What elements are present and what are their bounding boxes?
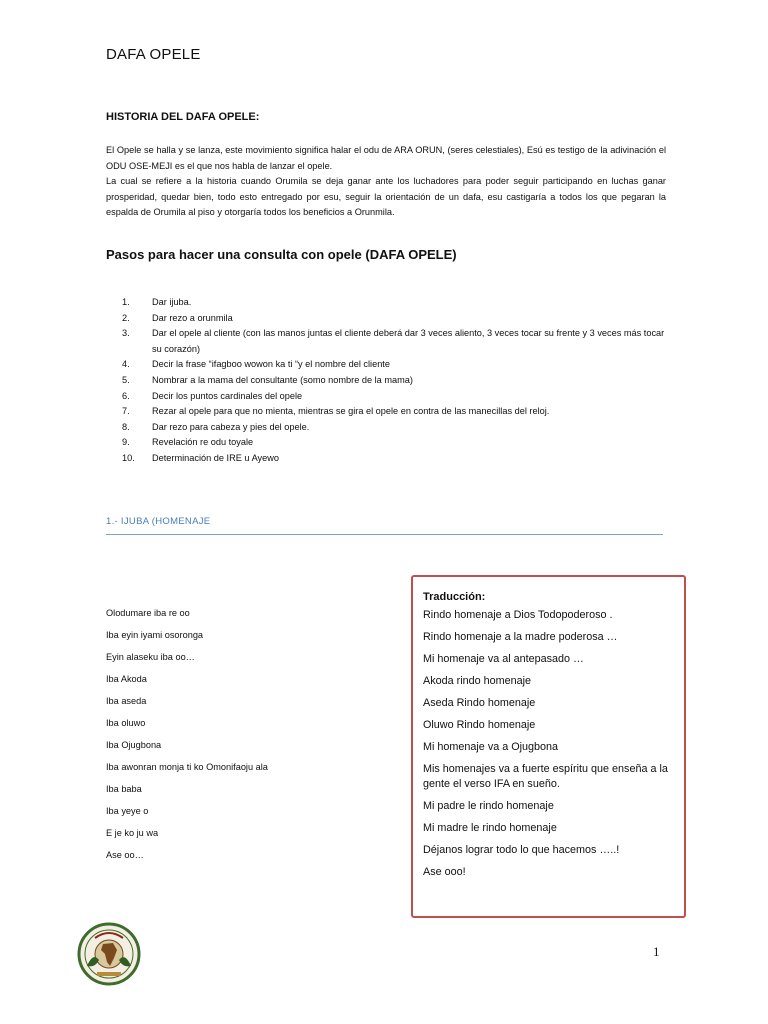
step-number: 2. [122,312,130,323]
list-item [106,451,666,467]
heading-divider [106,534,663,535]
history-text [106,143,666,221]
step-number: 9. [122,437,130,448]
step-number: 8. [122,421,130,432]
chant-line: Iba baba [106,784,142,794]
organization-seal-icon [77,922,141,986]
history-heading: HISTORIA DEL DAFA OPELE: [106,111,260,123]
step-number: 7. [122,406,130,417]
translation-title: Traducción: [423,591,486,603]
chant-line: Ase oo… [106,850,144,860]
page-number: 1 [653,944,660,959]
list-item [106,357,666,373]
list-item [106,311,666,327]
step-number: 10. [122,452,135,463]
translation-box [411,575,686,918]
list-item [106,373,666,389]
step-text: Dar rezo a orunmila [152,312,233,323]
step-text: Nombrar a la mama del consultante (somo nombre de la mama) [152,374,413,385]
list-item [106,295,666,311]
step-text: Revelación re odu toyale [152,437,254,448]
step-text: Determinación de IRE u Ayewo [152,452,279,463]
step-number: 6. [122,390,130,401]
translation-line: Rindo homenaje a Dios Todopoderoso . [423,609,613,621]
step-number: 3. [122,328,130,339]
steps-list [106,295,666,467]
translation-line: Mi madre le rindo homenaje [423,822,557,834]
history-paragraph-2: La cual se refiere a la historia cuando Orumila se deja ganar ante los luchadores para poder seguir participando en luchas ganar prosperidad, quedar bien, todo esto entregado por esu, seguir la orientación de un dafa, esu castigaría a todos los que pegaran la espalda de Orumila al piso y otorgaría todos los beneficios a Orunmila. [106,176,666,217]
step-text: Rezar al opele para que no mienta, mientras se gira el opele en contra de las manecillas del reloj. [152,406,550,417]
chant-line: Eyin alaseku iba oo… [106,652,195,662]
step-text: Dar rezo para cabeza y pies del opele. [152,421,310,432]
list-item [106,420,666,436]
translation-list [423,608,674,880]
step-text: Dar el opele al cliente (con las manos juntas el cliente deberá dar 3 veces aliento, 3 veces tocar su frente y 3 veces más tocar su corazón) [152,328,665,354]
history-paragraph-1: El Opele se halla y se lanza, este movimiento significa halar el odu de ARA ORUN, (seres celestiales), Esú es testigo de la adivinación el ODU OSE-MEJI es el que nos habla de lanzar el opele. [106,145,666,171]
translation-line: Rindo homenaje a la madre poderosa … [423,631,618,643]
translation-line: Déjanos lograr todo lo que hacemos …..! [423,844,620,856]
chant-line: E je ko ju wa [106,828,159,838]
step-number: 1. [122,297,130,307]
translation-line: Ase ooo! [423,866,466,878]
list-item [106,404,666,420]
chant-line: Iba yeye o [106,806,149,816]
translation-line: Mis homenajes va a fuerte espíritu que enseña a la gente el verso IFA en sueño. [423,763,668,790]
translation-line: Akoda rindo homenaje [423,675,532,687]
chant-line: Iba awonran monja ti ko Omonifaoju ala [106,762,268,772]
page-title: DAFA OPELE [106,46,201,63]
translation-line: Mi homenaje va a Ojugbona [423,741,559,753]
translation-line: Oluwo Rindo homenaje [423,719,536,731]
step-text: Decir los puntos cardinales del opele [152,390,303,401]
step-text: Dar ijuba. [152,297,192,307]
chant-line: Iba aseda [106,696,147,706]
step-number: 4. [122,359,130,370]
chant-line: Iba eyin iyami osoronga [106,630,204,640]
translation-line: Aseda Rindo homenaje [423,697,536,709]
step-text: Decir la frase “ifagboo wowon ka ti “y el nombre del cliente [152,359,390,370]
list-item [106,326,666,357]
translation-line: Mi padre le rindo homenaje [423,800,554,812]
chant-line: Iba Akoda [106,674,147,684]
chant-line: Iba Ojugbona [106,740,162,750]
chant-line: Iba oluwo [106,718,146,728]
translation-line: Mi homenaje va al antepasado … [423,653,584,665]
list-item [106,389,666,405]
ijuba-heading: 1.- IJUBA (HOMENAJE [106,516,211,527]
steps-heading: Pasos para hacer una consulta con opele (DAFA OPELE) [106,247,457,262]
step-number: 5. [122,374,130,385]
ijuba-chant [106,602,268,866]
chant-line: Olodumare iba re oo [106,608,190,618]
list-item [106,435,666,451]
